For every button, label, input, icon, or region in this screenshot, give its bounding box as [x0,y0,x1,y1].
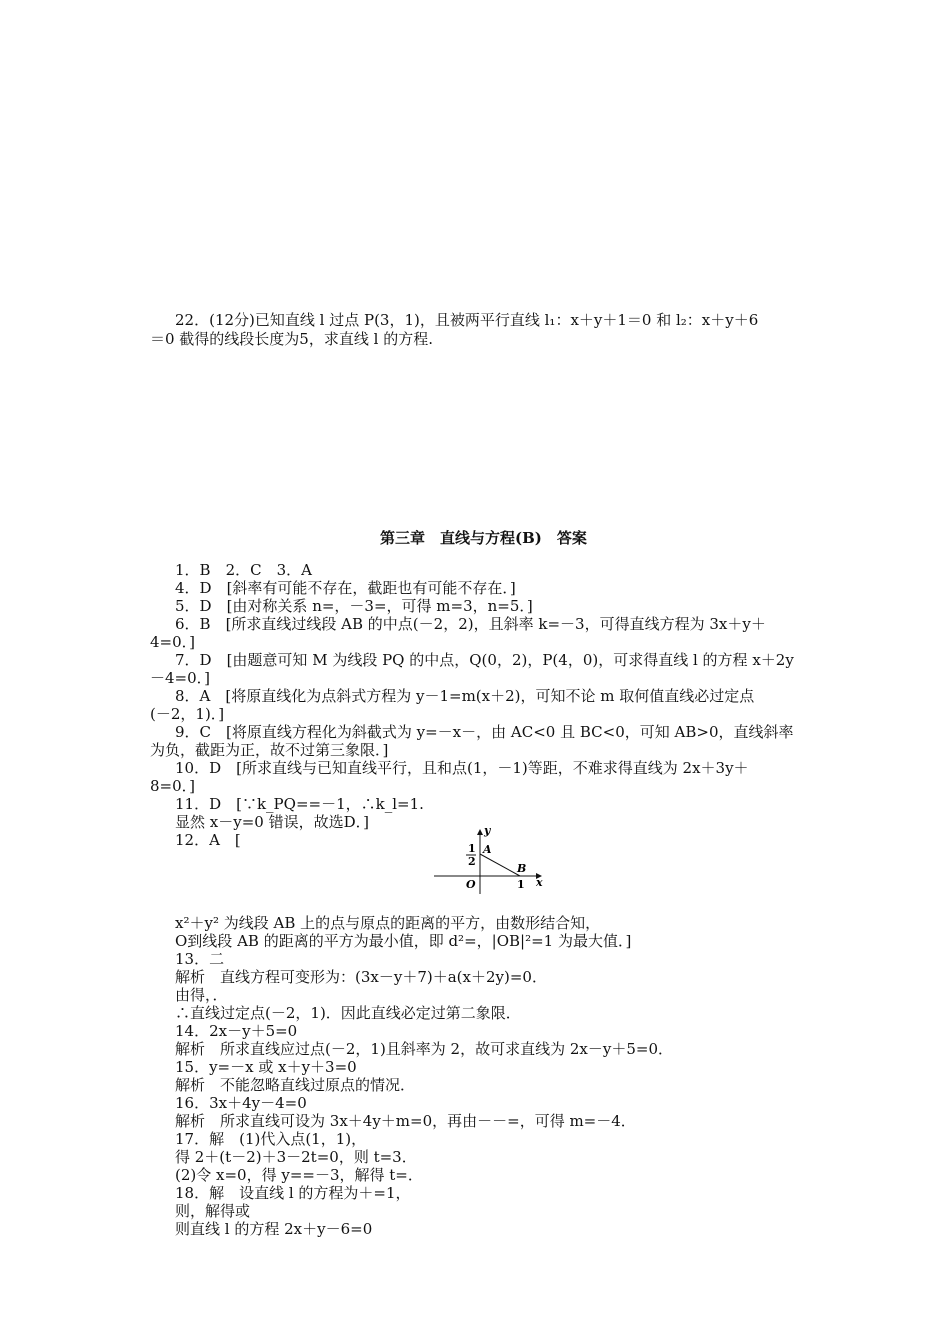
origin-label: O [466,878,476,891]
problem-22-line-2: ＝0 截得的线段长度为5，求直线 l 的方程. [150,330,433,348]
answer-line: 14．2x－y＋5=0 [175,1022,298,1040]
point-a-label: A [483,843,492,856]
answer-line: 则，解得或 [175,1202,251,1220]
answer-line: (－2，1)．] [150,705,225,723]
answer-line: 显然 x－y=0 错误，故选D．] [175,813,369,831]
answer-line: 8．A [将原直线化为点斜式方程为 y－1=m(x＋2)，可知不论 m 取何值直线必过定点 [175,687,755,705]
y-tick-numerator: 1 [468,842,476,855]
point-b-label: B [517,862,527,875]
answer-line: 10．D [所求直线与已知直线平行，且和点(1，－1)等距，不难求得直线为 2x＋3y＋ [175,759,749,777]
x-tick-label: 1 [517,878,525,891]
y-axis-arrow [477,829,483,835]
answer-line: 18．解 设直线 l 的方程为＋=1， [175,1184,411,1202]
answer-line: 8=0．] [150,777,196,795]
answer-line: 由得，． [175,986,228,1004]
y-axis-label: y [484,824,491,837]
answer-line: 9．C [将原直线方程化为斜截式为 y=－x－，由 AC<0 且 BC<0，可知 AB>0，直线斜率 [175,723,794,741]
answers-title: 第三章 直线与方程(B) 答案 [380,529,587,547]
answer-line: 1．B 2．C 3．A [175,561,312,579]
answer-line: 5．D [由对称关系 n=，－3=，可得 m=3，n=5．] [175,597,533,615]
answer-line: 为负，截距为正，故不过第三象限．] [150,741,389,759]
answer-line: (2)令 x=0，得 y==－3，解得 t=． [175,1166,423,1184]
answer-line: 得 2＋(t－2)＋3－2t=0，则 t=3． [175,1148,417,1166]
answer-line: －4=0．] [150,669,211,687]
answer-line: 11．D [∵k_PQ==－1，∴k_l=1. [175,795,424,813]
answer-line: 解析 不能忽略直线过原点的情况． [175,1076,416,1094]
coordinate-figure [432,824,552,896]
x-axis-label: x [536,876,543,889]
answer-line: 7．D [由题意可知 M 为线段 PQ 的中点，Q(0，2)，P(4，0)，可求得直线 l 的方程 x＋2y [175,651,794,669]
problem-22-line-1: 22．(12分)已知直线 l 过点 P(3，1)，且被两平行直线 l₁：x＋y＋1＝0 和 l₂：x＋y＋6 [175,311,759,329]
answer-line: 15．y=－x 或 x＋y＋3=0 [175,1058,357,1076]
answer-line: 16．3x＋4y－4=0 [175,1094,307,1112]
answer-line: 4=0．] [150,633,196,651]
answer-line: x²＋y² 为线段 AB 上的点与原点的距离的平方，由数形结合知， [175,914,601,932]
answer-line: O到线段 AB 的距离的平方为最小值，即 d²=，|OB|²=1 为最大值．] [175,932,632,950]
answer-line: 17．解 (1)代入点(1，1)， [175,1130,367,1148]
y-tick-denominator: 2 [468,855,476,868]
segment-ab [480,854,520,876]
answer-line: 则直线 l 的方程 2x＋y－6=0 [175,1220,373,1238]
answer-line: 6．B [所求直线过线段 AB 的中点(－2，2)，且斜率 k=－3，可得直线方程为 3x＋y＋ [175,615,766,633]
answer-line: 12．A [ [175,831,241,849]
answer-line: 13．二 [175,950,225,968]
answer-line: ∴直线过定点(－2，1)．因此直线必定过第二象限． [175,1004,521,1022]
answer-line: 解析 直线方程可变形为：(3x－y＋7)＋a(x＋2y)=0． [175,968,547,986]
answer-line: 解析 所求直线可设为 3x＋4y＋m=0，再由－－=，可得 m=－4． [175,1112,636,1130]
answer-line: 4．D [斜率有可能不存在，截距也有可能不存在．] [175,579,516,597]
answer-line: 解析 所求直线应过点(－2，1)且斜率为 2，故可求直线为 2x－y＋5=0． [175,1040,674,1058]
